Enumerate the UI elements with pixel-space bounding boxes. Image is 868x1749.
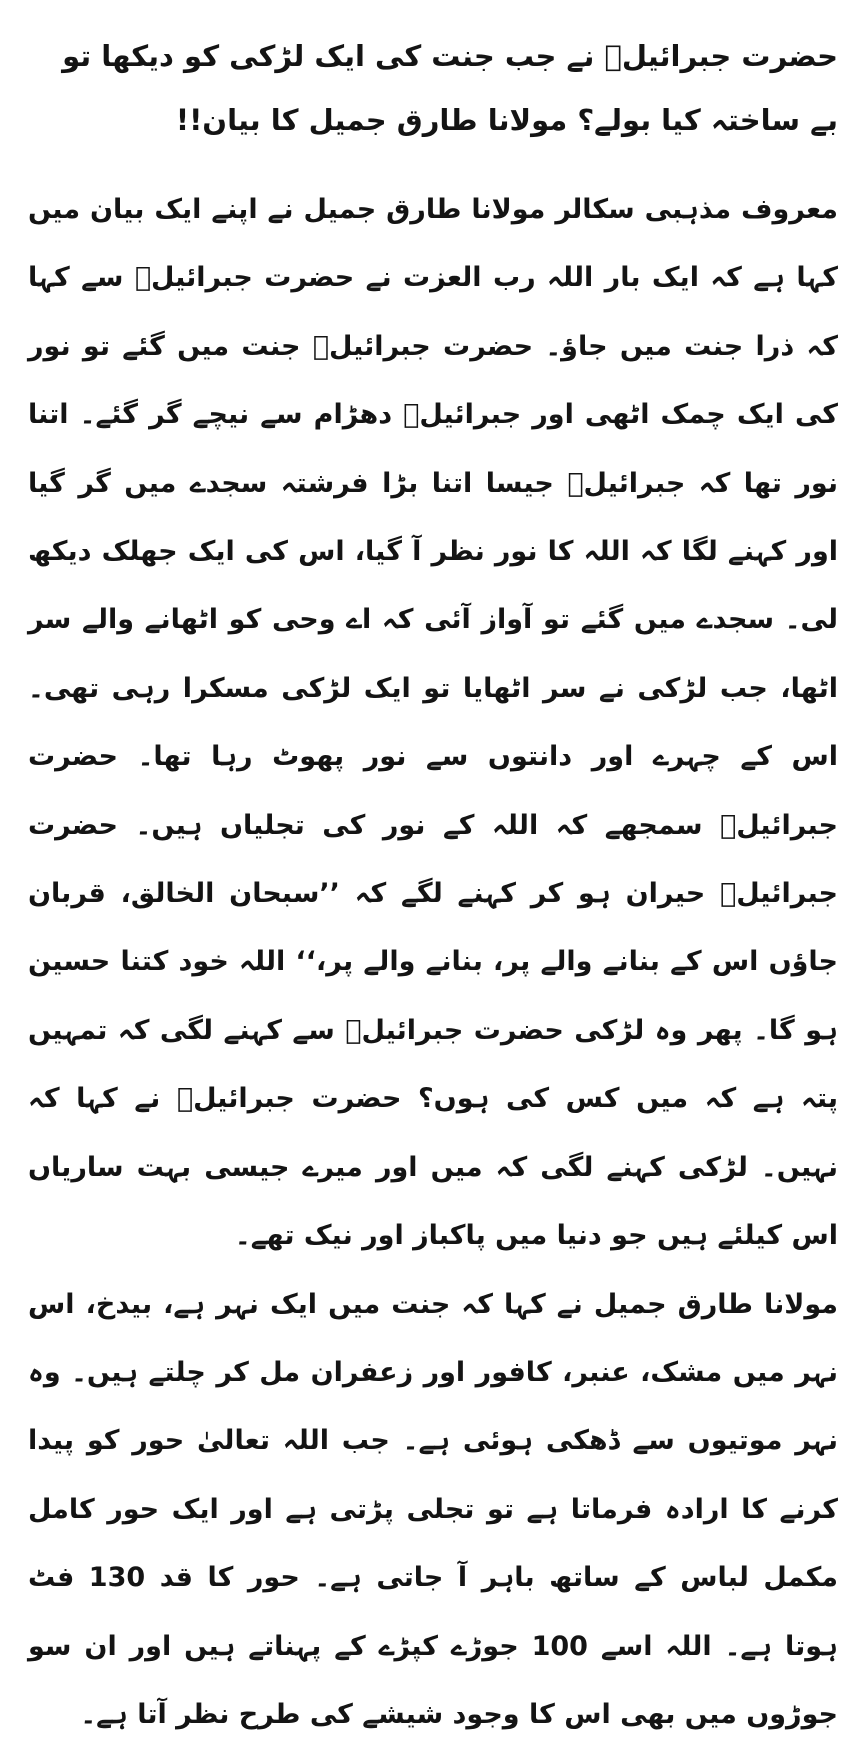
article-paragraph-1: معروف مذہبی سکالر مولانا طارق جمیل نے اپنے ایک بیان میں کہا ہے کہ ایک بار اللہ رب العزت نے حضرت جبرائیلؑ سے کہا کہ ذرا جنت میں جاؤ۔ حضرت جبرائیلؑ جنت میں گئے تو نور کی ایک چمک اٹھی اور جبرائیلؑ دھڑام سے نیچے گر گئے۔ اتنا نور تھا کہ جبرائیلؑ جیسا اتنا بڑا فرشتہ سجدے میں گر گیا اور کہنے لگا کہ اللہ کا نور نظر آ گیا، اس کی ایک جھلک دیکھ لی۔ سجدے میں گئے تو آواز آئی کہ اے وحی کو اٹھانے والے سر اٹھا، جب لڑکی نے سر اٹھایا تو ایک لڑکی مسکرا رہی تھی۔ اس کے چہرے اور دانتوں سے نور پھوٹ رہا تھا۔ حضرت جبرائیلؑ سمجھے کہ اللہ کے نور کی تجلیاں ہیں۔ حضرت جبرائیلؑ حیران ہو کر کہنے لگے کہ ’’سبحان الخالق، قربان جاؤں اس کے بنانے والے پر، بنانے والے پر،‘‘ اللہ خود کتنا حسین ہو گا۔ پھر وہ لڑکی حضرت جبرائیلؑ سے کہنے لگی کہ تمہیں پتہ ہے کہ میں کس کی ہوں؟ حضرت جبرائیلؑ نے کہا کہ نہیں۔ لڑکی کہنے لگی کہ میں اور میرے جیسی بہت ساریاں اس کیلئے ہیں جو دنیا میں پاکباز اور نیک تھے۔ bbox=[28, 176, 838, 1271]
article-title: حضرت جبرائیلؑ نے جب جنت کی ایک لڑکی کو دیکھا تو بے ساختہ کیا بولے؟ مولانا طارق جمیل کا بیان!! bbox=[28, 24, 838, 152]
article-paragraph-2: مولانا طارق جمیل نے کہا کہ جنت میں ایک نہر ہے، بیدخ، اس نہر میں مشک، عنبر، کافور اور زعفران مل کر چلتے ہیں۔ وہ نہر موتیوں سے ڈھکی ہوئی ہے۔ جب اللہ تعالیٰ حور کو پیدا کرنے کا ارادہ فرماتا ہے تو تجلی پڑتی ہے اور ایک حور کامل مکمل لباس کے ساتھ باہر آ جاتی ہے۔ حور کا قد 130 فٹ ہوتا ہے۔ اللہ اسے 100 جوڑے کپڑے کے پہناتے ہیں اور ان سو جوڑوں میں بھی اس کا وجود شیشے کی طرح نظر آتا ہے۔ bbox=[28, 1271, 838, 1749]
